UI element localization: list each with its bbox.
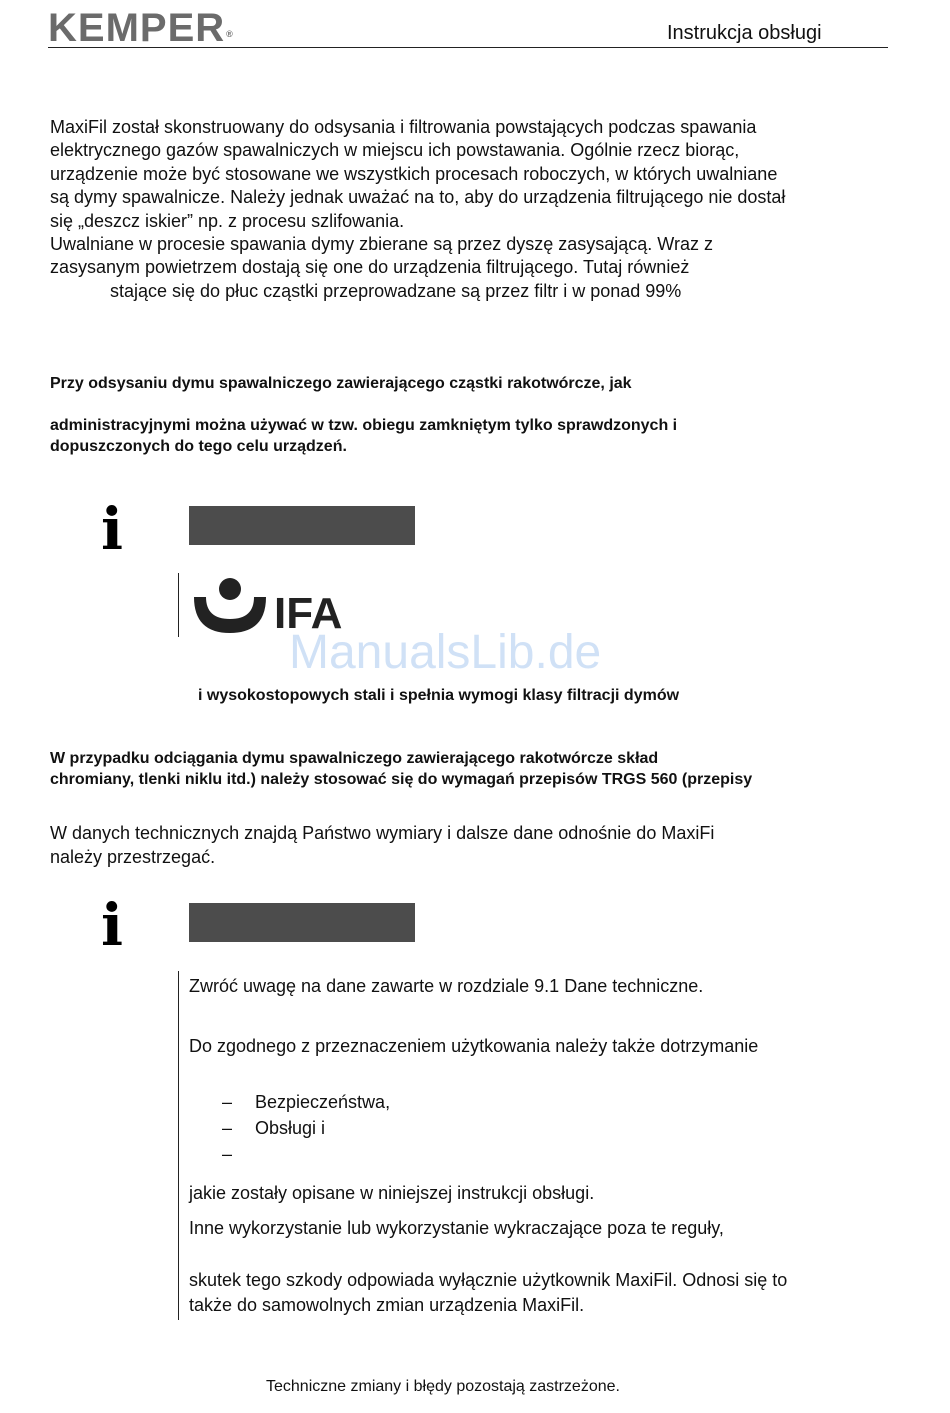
page-footer: Techniczne zmiany i błędy pozostają zastrzeżone. [266,1378,620,1395]
info-ifa-line: i wysokostopowych stali i spełnia wymogi klasy filtracji dymów [198,687,680,704]
intro-line: urządzenie może być stosowane we wszystkich procesach roboczych, w których uwalniane [50,163,778,184]
info-side-rule [178,971,179,1320]
info-icon: i [101,495,124,563]
ifa-logo-mark [192,577,268,635]
warning-chromate-line: W przypadku odciągania dymu spawalniczego zawierającego rakotwórcze skład [50,750,659,767]
list-dash: – [222,1118,233,1138]
page-header-title: Instrukcja obsługi [667,22,822,44]
header-divider [48,47,888,48]
technical-data-line: należy przestrzegać. [50,847,216,867]
info-note-line: skutek tego szkody odpowiada wyłącznie użytkownik MaxiFil. Odnosi się to [189,1270,788,1290]
list-item: Obsługi i [255,1118,326,1138]
intro-line: Uwalniane w procesie spawania dymy zbierane są przez dyszę zasysającą. Wraz z [50,234,713,255]
info-note-line: także do samowolnych zmian urządzenia MaxiFil. [189,1295,585,1315]
watermark: ManualsLib.de [289,626,602,679]
list-item: Bezpieczeństwa, [255,1092,391,1112]
info-note-line: Inne wykorzystanie lub wykorzystanie wykraczające poza te reguły, [189,1218,724,1238]
technical-data-line: W danych technicznych znajdą Państwo wymiary i dalsze dane odnośnie do MaxiFi [50,823,715,843]
ifa-logo-text: IFA [274,589,343,638]
info-side-rule [178,573,179,637]
intro-line: zasysanym powietrzem dostają się one do urządzenia filtrującego. Tutaj również [50,257,690,278]
kemper-logo: KEMPER® [48,6,234,50]
info-note-line: Zwróć uwagę na dane zawarte w rozdziale 9.1 Dane techniczne. [189,976,704,996]
intro-line: MaxiFil został skonstruowany do odsysania i filtrowania powstających podczas spawania [50,117,757,137]
warning-carcinogenic-line: Przy odsysaniu dymu spawalniczego zawierającego cząstki rakotwórcze, jak [50,375,632,392]
list-dash: – [222,1144,233,1164]
warning-carcinogenic-line: dopuszczonych do tego celu urządzeń. [50,438,347,455]
info-note-line: jakie zostały opisane w niniejszej instrukcji obsługi. [189,1183,595,1203]
intro-line: są dymy spawalnicze. Należy jednak uważać na to, aby do urządzenia filtrującego nie dostał [50,187,786,208]
intro-line: elektrycznego gazów spawalniczych w miejscu ich powstawania. Ogólnie rzecz biorąc, [50,140,740,161]
list-dash: – [222,1092,233,1112]
intro-line: stające się do płuc cząstki przeprowadzane są przez filtr i w ponad 99% [110,280,682,301]
warning-chromate-line: chromiany, tlenki niklu itd.) należy stosować się do wymagań przepisów TRGS 560 (przepisy [50,771,753,788]
intro-paragraph [50,116,785,303]
info-heading-bar [189,506,415,545]
info-icon: i [101,891,124,959]
info-note-line: Do zgodnego z przeznaczeniem użytkowania należy także dotrzymanie [189,1036,759,1056]
warning-carcinogenic-line: administracyjnymi można używać w tzw. obiegu zamkniętym tylko sprawdzonych i [50,417,678,434]
intro-line: się „deszcz iskier” np. z procesu szlifowania. [50,210,405,231]
info-heading-bar [189,903,415,942]
